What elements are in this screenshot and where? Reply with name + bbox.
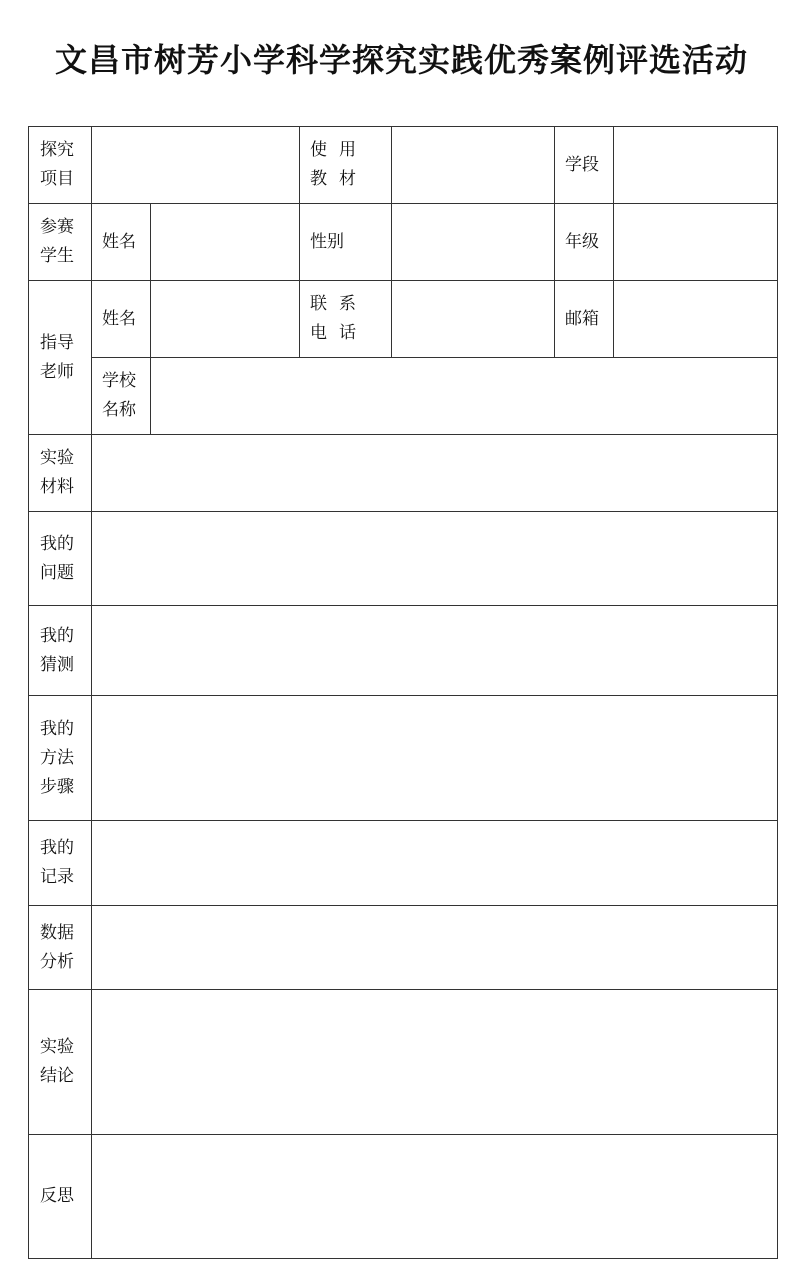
phone-label: 联系电话 [310,294,368,343]
materials-row [29,435,778,512]
question-input-cell[interactable] [92,512,778,606]
page-title: 文昌市树芳小学科学探究实践优秀案例评选活动 [54,41,748,79]
school-input-cell[interactable] [151,358,778,435]
guess-row [29,606,778,696]
gender-label-cell [300,204,392,281]
reflection-label: 反思 [40,1186,74,1206]
teacher-label-cell [29,281,92,435]
record-row [29,821,778,906]
method-row [29,696,778,821]
guess-input-cell[interactable] [92,606,778,696]
teacher-name-input-cell[interactable] [151,281,300,358]
question-row [29,512,778,606]
materials-label: 实验材料 [40,448,74,497]
student-row [29,204,778,281]
record-input-cell[interactable] [92,821,778,906]
textbook-input-cell[interactable] [392,127,555,204]
method-label: 我的方法步骤 [40,718,74,797]
materials-label-cell [29,435,92,512]
grade-label: 年级 [565,231,599,252]
gender-input-cell[interactable] [392,204,555,281]
question-label-cell [29,512,92,606]
email-label-cell [555,281,614,358]
conclusion-input-cell[interactable] [92,990,778,1135]
conclusion-row [29,990,778,1135]
reflection-row [29,1135,778,1259]
project-label-cell [29,127,92,204]
record-label-cell [29,821,92,906]
method-input-cell[interactable] [92,696,778,821]
school-label: 学校名称 [102,371,136,420]
analysis-row [29,906,778,990]
student-name-label: 姓名 [102,231,136,252]
stage-label-cell [555,127,614,204]
student-name-label-cell [92,204,151,281]
case-entry-form [28,126,778,1259]
phone-input-cell[interactable] [392,281,555,358]
email-label: 邮箱 [565,308,599,329]
analysis-input-cell[interactable] [92,906,778,990]
conclusion-label-cell [29,990,92,1135]
project-label: 探究项目 [40,140,74,189]
gender-label: 性别 [310,231,344,252]
email-input-cell[interactable] [614,281,778,358]
school-row [29,358,778,435]
guess-label: 我的猜测 [40,625,74,675]
grade-label-cell [555,204,614,281]
teacher-label: 指导老师 [40,332,74,382]
reflection-label-cell [29,1135,92,1259]
school-label-cell [92,358,151,435]
teacher-name-label: 姓名 [102,308,136,329]
teacher-name-label-cell [92,281,151,358]
reflection-input-cell[interactable] [92,1135,778,1259]
project-input-cell[interactable] [92,127,300,204]
method-label-cell [29,696,92,821]
guess-label-cell [29,606,92,696]
materials-input-cell[interactable] [92,435,778,512]
grade-input-cell[interactable] [614,204,778,281]
textbook-label: 使用教材 [310,140,368,189]
student-label-cell [29,204,92,281]
conclusion-label: 实验结论 [40,1037,74,1086]
stage-label: 学段 [565,154,599,175]
textbook-label-cell [300,127,392,204]
teacher-row [29,281,778,358]
question-label: 我的问题 [40,533,74,583]
student-name-input-cell[interactable] [151,204,300,281]
project-row [29,127,778,204]
stage-input-cell[interactable] [614,127,778,204]
student-label: 参赛学生 [40,217,74,266]
record-label: 我的记录 [40,838,74,887]
analysis-label-cell [29,906,92,990]
phone-label-cell [300,281,392,358]
analysis-label: 数据分析 [40,922,74,972]
